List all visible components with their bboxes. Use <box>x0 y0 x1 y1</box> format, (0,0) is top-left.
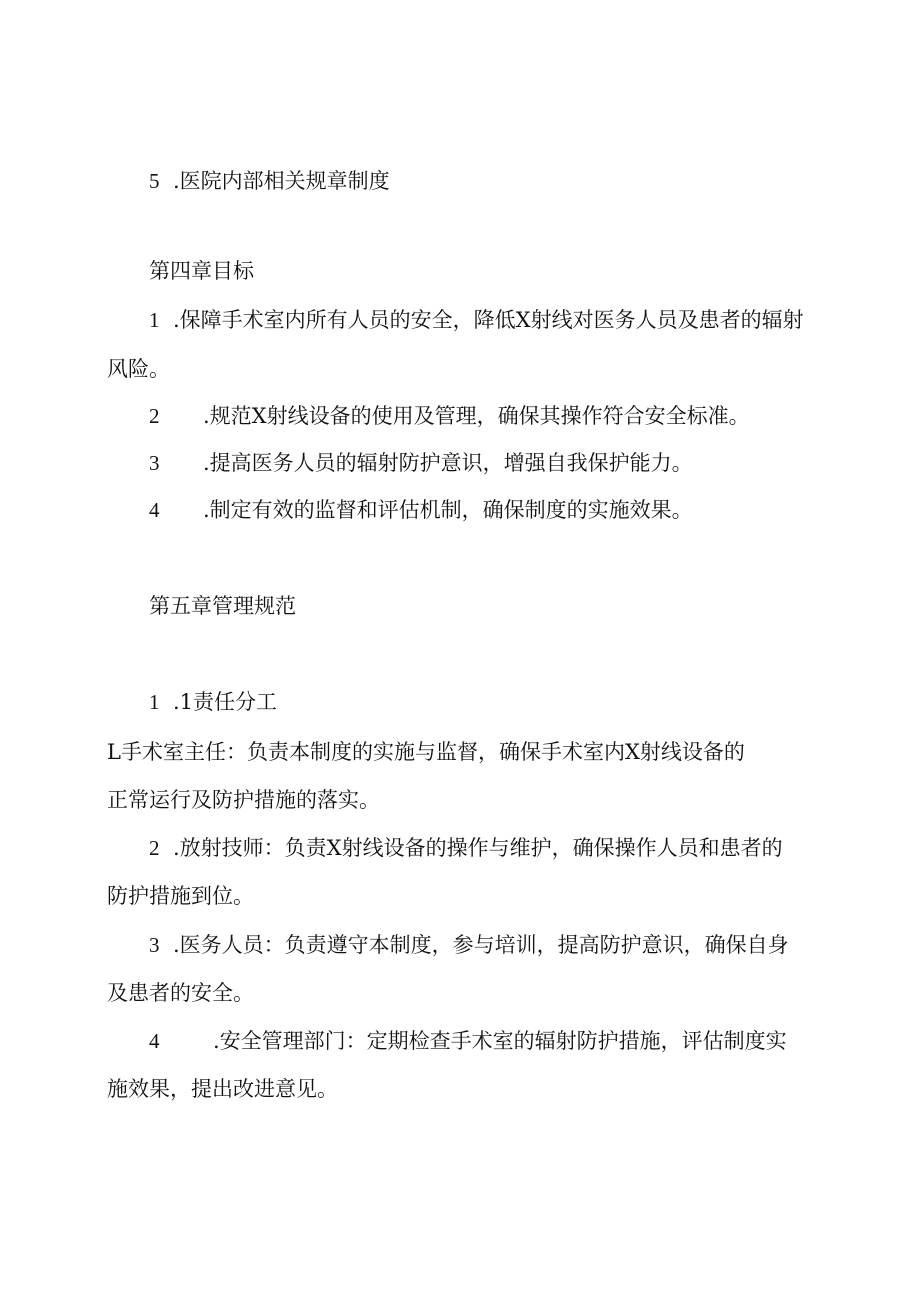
item-text: .规范X射线设备的使用及管理，确保其操作符合安全标准。 <box>203 404 750 428</box>
item-text: .提高医务人员的辐射防护意识，增强自我保护能力。 <box>203 451 693 475</box>
list-item <box>149 453 693 474</box>
list-item <box>149 1031 787 1052</box>
item-number: 5 <box>149 169 160 193</box>
section-title: .1责任分工 <box>173 690 278 714</box>
item-continuation: 风险。 <box>107 357 170 381</box>
item-number: 2 <box>149 836 160 860</box>
item-number: 4 <box>149 498 160 522</box>
item-number: 3 <box>149 451 160 475</box>
list-item <box>149 500 693 521</box>
item-text: .安全管理部门：定期检查手术室的辐射防护措施，评估制度实 <box>213 1029 787 1053</box>
item-text: .放射技师：负责X射线设备的操作与维护，确保操作人员和患者的 <box>173 836 783 860</box>
item-number: 1 <box>149 308 160 332</box>
item-number: 4 <box>149 1029 160 1053</box>
list-item <box>149 171 390 192</box>
section-heading <box>149 692 277 713</box>
item-text: .保障手术室内所有人员的安全，降低X射线对医务人员及患者的辐射 <box>173 308 804 332</box>
item-text: .医务人员：负责遵守本制度，参与培训，提高防护意识，确保自身 <box>173 933 789 957</box>
item-continuation: 正常运行及防护措施的落实。 <box>107 788 380 812</box>
list-item <box>149 406 750 427</box>
item-continuation: 防护措施到位。 <box>107 884 254 908</box>
chapter-heading: 第五章管理规范 <box>149 594 296 618</box>
list-item <box>149 935 789 956</box>
item-text: .医院内部相关规章制度 <box>173 169 390 193</box>
list-item <box>149 838 783 859</box>
item-number: 2 <box>149 404 160 428</box>
section-number: 1 <box>149 690 160 714</box>
item-number: 3 <box>149 933 160 957</box>
chapter-heading: 第四章目标 <box>149 259 254 283</box>
item-continuation: 及患者的安全。 <box>107 981 254 1005</box>
item-continuation: 施效果，提出改进意见。 <box>107 1077 338 1101</box>
list-item <box>149 310 804 331</box>
item-text: .制定有效的监督和评估机制，确保制度的实施效果。 <box>203 498 693 522</box>
list-item: L手术室主任：负责本制度的实施与监督，确保手术室内X射线设备的 <box>107 740 745 764</box>
